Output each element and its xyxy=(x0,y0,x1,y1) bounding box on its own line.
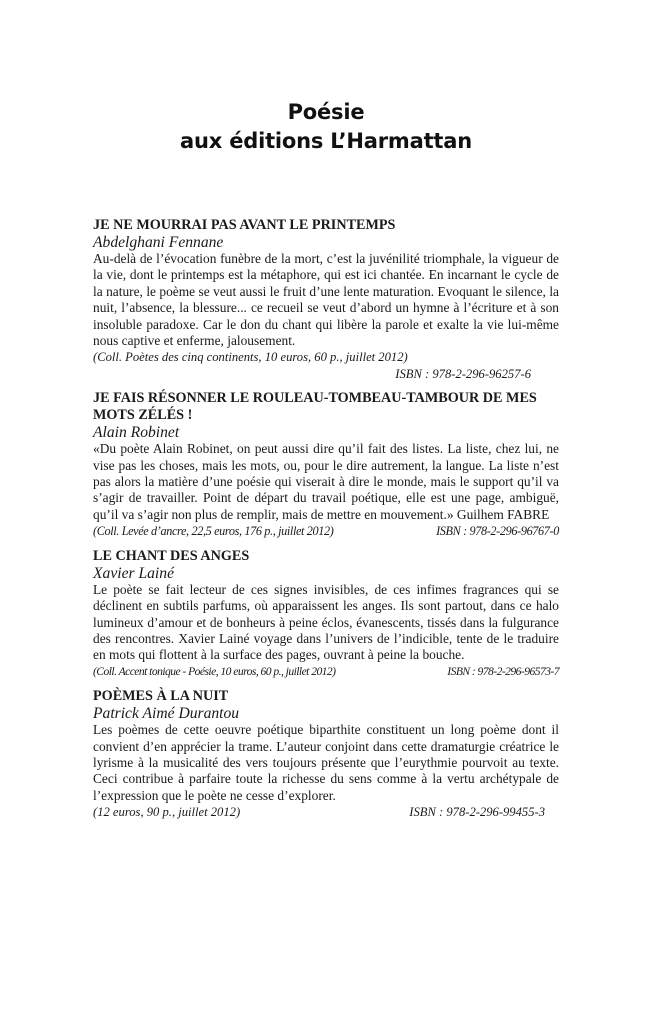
book-title: JE NE MOURRAI PAS AVANT LE PRINTEMPS xyxy=(93,217,396,233)
book-entry xyxy=(93,390,559,539)
page-header xyxy=(93,98,559,156)
book-meta-line xyxy=(93,664,559,680)
book-meta-line xyxy=(93,523,559,539)
book-entry xyxy=(93,548,559,680)
book-isbn: ISBN : 978-2-296-96767-0 xyxy=(436,524,559,539)
book-title: POÈMES À LA NUIT xyxy=(93,688,229,705)
book-collection: (12 euros, 90 p., juillet 2012) xyxy=(93,805,241,820)
book-entry xyxy=(93,217,559,382)
book-meta-line xyxy=(93,804,559,820)
book-title: JE FAIS RÉSONNER LE ROULEAU-TOMBEAU-TAMBOUR DE MES MOTS ZÉLÉS ! xyxy=(93,390,537,424)
book-title: LE CHANT DES ANGES xyxy=(93,547,250,564)
header-subtitle: aux éditions L’Harmattan xyxy=(180,129,472,153)
book-collection: (Coll. Levée d’ancre, 22,5 euros, 176 p., juillet 2012) xyxy=(93,524,334,539)
book-collection: (Coll. Accent tonique - Poésie, 10 euros, 60 p., juillet 2012) xyxy=(93,664,336,678)
book-author: Xavier Lainé xyxy=(93,564,174,582)
book-description: Au-delà de l’évocation funèbre de la mort, c’est la juvénilité triomphale, la vigueur de la vie, dont le printemps est la métaphore, qui est ici chantée. En incarnant le cycle de la nature, le poème se veut aussi le fruit d’une lente maturation. Evoquant le silence, la nuit, l’absence, la blessure... ce recueil se veut d’abord un hymne à l’écriture et à son insoluble paradoxe. Car le don du chant qui libère la parole et exalte la vie lui-même nous captive et enferme, jalousement. xyxy=(93,251,559,349)
book-list xyxy=(93,217,559,821)
book-isbn: ISBN : 978-2-296-99455-3 xyxy=(409,805,545,820)
header-title: Poésie xyxy=(287,100,365,124)
book-isbn: ISBN : 978-2-296-96573-7 xyxy=(447,664,559,678)
book-entry xyxy=(93,688,559,820)
book-collection: (Coll. Poètes des cinq continents, 10 euros, 60 p., juillet 2012) xyxy=(93,350,408,365)
book-isbn: ISBN : 978-2-296-96257-6 xyxy=(395,366,531,381)
book-description: «Du poète Alain Robinet, on peut aussi dire qu’il fait des listes. La liste, chez lui, ne vise pas les choses, mais les mots, ou, pour le dire autrement, la langue. La liste n’est pas alors la matière d’une poésie qui viserait à dire le monde, mais le support qu’il va s’agir de travailler. Point de départ du travail poétique, elle est une page, ambiguë, qu’il va s’agir non plus de remplir, mais de mettre en mouvement.» Guilhem FABRE xyxy=(93,441,559,522)
book-description: Le poète se fait lecteur de ces signes invisibles, de ces infimes fragrances qui se déclinent en subtils parfums, où apparaissent les anges. Ils sont partout, dans ce halo lumineux d’amour et de bonheurs à peine éclos, évanescents, tissés dans la fulgurance des rencontres. Xavier Lainé voyage dans l’univers de l’indicible, tente de le traduire en mots qui flottent à la surface des pages, ouvrant à peine la bouche. xyxy=(93,581,559,663)
catalog-page xyxy=(93,98,559,829)
book-author: Abdelghani Fennane xyxy=(93,234,224,251)
book-description: Les poèmes de cette oeuvre poétique biparthite constituent un long poème dont il convient d’en apprécier la trame. L’auteur conjoint dans cette dramaturgie créatrice le lyrisme à la musicalité des vers toujours présente que l’eurythmie pourvoit au texte. Ceci contribue à parfaire toute la richesse du sens comme à la vertu archétypale de l’expression que le poète ne cesse d’explorer. xyxy=(93,722,559,803)
book-author: Patrick Aimé Durantou xyxy=(93,705,240,723)
book-author: Alain Robinet xyxy=(93,424,180,442)
